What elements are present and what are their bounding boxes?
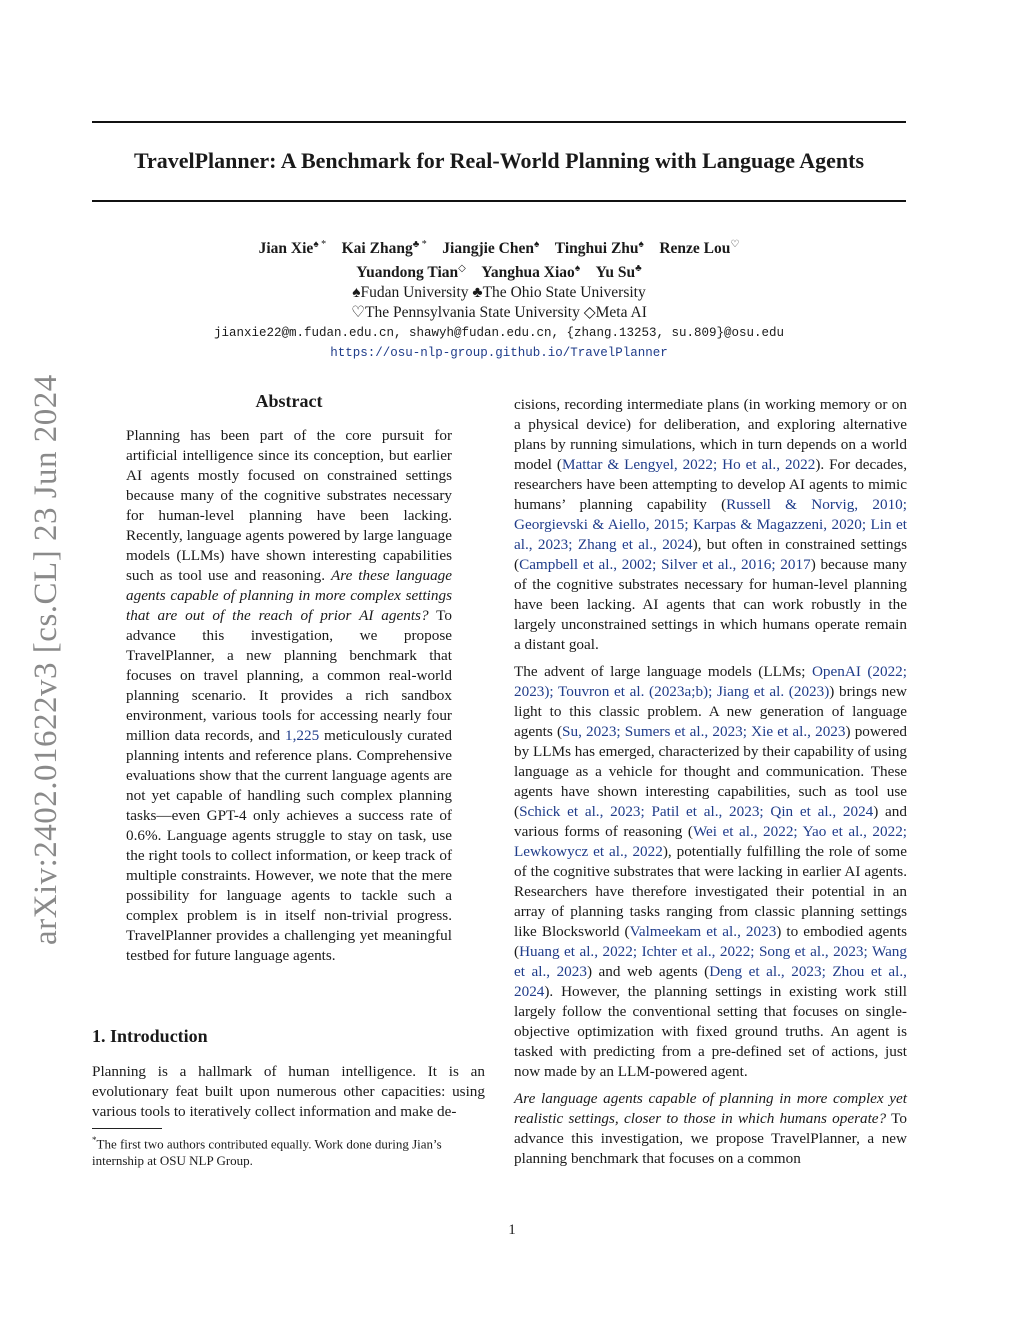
author-name: Kai Zhang <box>341 240 413 258</box>
title-bottom-rule <box>92 200 906 202</box>
body-text: ). However, the planning settings in existing work still largely follow the conventional setting that focuses on single-objective optimization with fixed ground truths. An agent is tasked with predicting from a pre-defined set of actions, just now made by an LLM-powered agent. <box>514 983 907 1080</box>
citation-link[interactable]: Schick et al., 2023; Patil et al., 2023; Qin et al., 2024 <box>519 803 874 820</box>
citation-link[interactable]: Mattar & Lengyel, 2022; Ho et al., 2022 <box>561 456 816 473</box>
abstract-text: Planning has been part of the core pursuit for artificial intelligence since its conception, but earlier AI agents mostly focused on constrained settings because many of the cognitive substrates necessary for human-level planning have been lacking. Recently, language agents powered by large language models (LLMs) have shown interesting capabilities such as tool use and reasoning. <box>126 427 452 584</box>
author-name: Jian Xie <box>258 240 314 258</box>
citation-link[interactable]: Su, 2023; Sumers et al., 2023; Xie et al., 2023 <box>562 723 846 740</box>
body-text: ) brings new light to this classic problem. A new generation of language agents ( <box>514 683 907 740</box>
author-marks: ♣ * <box>412 239 427 250</box>
body-text: The advent of large language models (LLMs; <box>514 663 812 680</box>
top-rule <box>92 121 906 123</box>
abstract-heading: Abstract <box>255 391 323 411</box>
abstract-text: To advance this investigation, we propose TravelPlanner, a new planning benchmark that focuses on travel planning, a common real-world planning scenario. It provides a rich sandbox environment, various tools for accessing nearly four million data records, and <box>126 607 452 744</box>
introduction-heading: 1. Introduction <box>92 1026 208 1046</box>
body-text: ) to embodied agents ( <box>514 923 908 960</box>
research-question: Are language agents capable of planning in more complex yet realistic settings, closer to those in which humans operate? <box>514 1090 907 1127</box>
body-text: ), potentially fulfilling the role of some of the cognitive substrates that were lacking in earlier AI agents. Researchers have therefore investigated their potential in an array of planning tasks ranging from classic planning settings like Blocksworld ( <box>514 843 907 940</box>
author-marks: ♡ <box>730 239 740 250</box>
body-text: ), but often in constrained settings ( <box>514 536 907 573</box>
citation-link[interactable]: Russell & Norvig, 2010; Georgievski & Aiello, 2015; Karpas & Magazzeni, 2020; Lin et al., 2023; Zhang et al., 2024 <box>514 496 907 553</box>
page-number: 1 <box>508 1222 516 1238</box>
body-text: ). For decades, researchers have been attempting to develop AI agents to mimic humans’ planning capability ( <box>514 456 907 513</box>
author-name: Yu Su <box>595 264 636 282</box>
affiliation-line-2: ♡The Pennsylvania State University ◇Meta AI <box>351 304 647 322</box>
author-name: Yuandong Tian <box>356 264 459 282</box>
right-paragraph-2 <box>514 662 907 1082</box>
abstract-text: meticulously curated planning intents and reference plans. Comprehensive evaluations show that the current language agents are not yet capable of handling such complex planning tasks—even GPT-4 only achieves a success rate of <box>126 727 452 824</box>
abstract-text: . Language agents struggle to stay on task, use the right tools to collect information, or keep track of multiple constraints. However, we note that the mere possibility for language agents to tackle such a complex problem is in itself non-trivial progress. TravelPlanner provides a challenging yet meaningful testbed for future language agents. <box>126 827 452 964</box>
citation-link[interactable]: Campbell et al., 2002; Silver et al., 2016; 2017 <box>519 556 811 573</box>
right-paragraph-3 <box>514 1089 907 1169</box>
citation-link[interactable]: Deng et al., 2023; Zhou et al., 2024 <box>514 963 907 1000</box>
abstract-rate: 0.6% <box>126 827 158 844</box>
author-marks: ◇ <box>458 263 466 275</box>
author-name: Yanghua Xiao <box>481 264 575 282</box>
body-text: ) and various forms of reasoning ( <box>514 803 907 840</box>
body-text: ) powered by LLMs has emerged, characterized by their capability of using language as a vehicle for thought and communication. These agents have shown interesting capabilities, such as tool use ( <box>514 723 907 820</box>
body-text: cisions, recording intermediate plans (in working memory or on a physical device) for deliberation, and exploring alternative plans by running simulations, which in turn depends on a world model ( <box>514 396 907 473</box>
project-url-link[interactable]: https://osu-nlp-group.github.io/TravelPlanner <box>330 346 668 361</box>
citation-link[interactable]: Wei et al., 2022; Yao et al., 2022; Lewkowycz et al., 2022 <box>514 823 908 860</box>
footnote-text: The first two authors contributed equally. Work done during Jian’s internship at OSU NLP Group. <box>92 1136 442 1169</box>
body-text: ) because many of the cognitive substrates necessary for human-level planning have been lacking. AI agents that can work robustly in the largely unconstrained settings in which humans operate remain a distant goal. <box>514 556 907 653</box>
body-text: To advance this investigation, we propose TravelPlanner, a new planning benchmark that focuses on a common <box>514 1110 907 1167</box>
abstract-body <box>126 426 452 966</box>
author-marks: ♣ <box>635 263 642 275</box>
footnote <box>92 1132 485 1169</box>
author-marks: ♠ * <box>313 239 327 250</box>
introduction-body <box>92 1062 485 1122</box>
affiliation-line-1: ♠Fudan University ♣The Ohio State University <box>352 284 646 302</box>
body-text: ) and web agents ( <box>586 963 710 980</box>
citation-link[interactable]: Valmeekam et al., 2023 <box>629 923 777 940</box>
author-name: Tinghui Zhu <box>554 240 639 258</box>
author-name: Jiangjie Chen <box>442 240 534 258</box>
right-paragraph-1 <box>514 395 907 655</box>
right-column <box>514 395 907 1169</box>
footnote-rule <box>92 1128 162 1129</box>
arxiv-stamp: arXiv:2402.01622v3 [cs.CL] 23 Jun 2024 <box>28 374 64 945</box>
footnote-mark: * <box>92 1135 97 1145</box>
author-marks: ♠ <box>533 239 540 250</box>
citation-link[interactable]: Huang et al., 2022; Ichter et al., 2022; Song et al., 2023; Wang et al., 2023 <box>514 943 907 980</box>
abstract-count: 1,225 <box>284 727 320 744</box>
author-marks: ♠ <box>638 239 644 250</box>
author-block <box>92 235 906 363</box>
author-line-1 <box>92 235 906 259</box>
abstract-paragraph <box>126 426 452 966</box>
intro-paragraph: Planning is a hallmark of human intelligence. It is an evolutionary feat built upon numerous other capacities: using various tools to iteratively collect information and make de- <box>92 1063 485 1120</box>
abstract-question: Are these language agents capable of planning in more complex settings that are out of the reach of prior AI agents? <box>126 567 453 624</box>
paper-title: TravelPlanner: A Benchmark for Real-World Planning with Language Agents <box>133 148 865 173</box>
author-line-2 <box>92 259 906 283</box>
author-marks: ♠ <box>574 263 581 275</box>
author-name: Renze Lou <box>659 240 731 258</box>
citation-link[interactable]: OpenAI (2022; 2023); Touvron et al. (2023a;b); Jiang et al. (2023) <box>514 663 907 700</box>
author-emails: jianxie22@m.fudan.edu.cn, shawyh@fudan.edu.cn, {zhang.13253, su.809}@osu.edu <box>213 326 785 341</box>
